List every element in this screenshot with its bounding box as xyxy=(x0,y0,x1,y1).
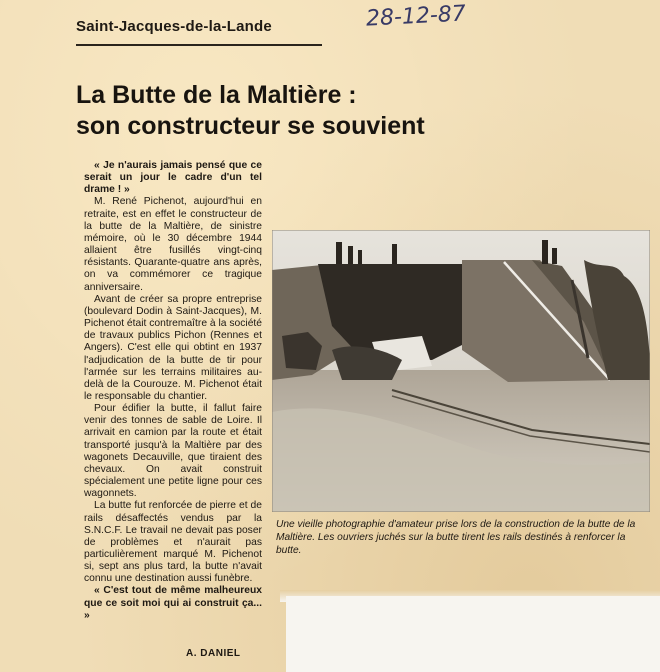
location-kicker: Saint-Jacques-de-la-Lande xyxy=(76,18,272,35)
article-body xyxy=(84,160,262,622)
headline-line-1: La Butte de la Maltière : xyxy=(76,81,357,109)
article-paragraph: La butte fut renforcée de pierre et de rails désaffectés vendus par la S.N.C.F. Le travail ne devait pas poser de problèmes et n'aurait pas particulièrement marqué M. Pichenot si, sept ans plus tard, la butte n'avait connu une destination aussi funèbre. xyxy=(84,500,262,585)
article-paragraph-quote-close: « C'est tout de même malheureux que ce soit moi qui ai construit ça... » xyxy=(84,585,262,621)
handwritten-date: 28-12-87 xyxy=(365,1,467,32)
construction-photo xyxy=(272,230,650,512)
headline-line-2: son constructeur se souvient xyxy=(76,112,425,140)
article-paragraph: M. René Pichenot, aujourd'hui en retraite, est en effet le constructeur de la butte de la Maltière, de sinistre mémoire, où le 30 décembre 1944 allaient être fusillés vingt-cinq résistants. Quarante-quatre ans après, on va commémorer ce tragique anniversaire. xyxy=(84,196,262,293)
torn-corner xyxy=(286,596,660,672)
article-paragraph: Pour édifier la butte, il fallut faire venir des tonnes de sable de Loire. Il arrivait en camion par la route et était transporté jusqu'à la Maltière par des wagonets Decauville, que tiraient des chevaux. On avait construit spécialement une petite ligne pour ces wagonnets. xyxy=(84,403,262,500)
kicker-underline xyxy=(76,44,322,46)
article-paragraph: Avant de créer sa propre entreprise (boulevard Dodin à Saint-Jacques), M. Pichenot était contremaître à la société de travaux publics Pichon (Rennes et Angers). C'est elle qui obtint en 1937 l'adjudication de la butte de tir pour l'armée sur les terrains militaires au-delà de la Courouze. M. Pichenot était le responsable du chantier. xyxy=(84,293,263,402)
author-signature: A. DANIEL xyxy=(186,648,241,659)
article-paragraph-quote-open: « Je n'aurais jamais pensé que ce serait un jour le cadre d'un tel drame ! » xyxy=(84,160,262,196)
photo-caption: Une vieille photographie d'amateur prise lors de la construction de la butte de la Maltière. Les ouvriers juchés sur la butte tirent les rails destinés à renforcer la butte. xyxy=(276,519,636,556)
headline xyxy=(76,80,516,142)
